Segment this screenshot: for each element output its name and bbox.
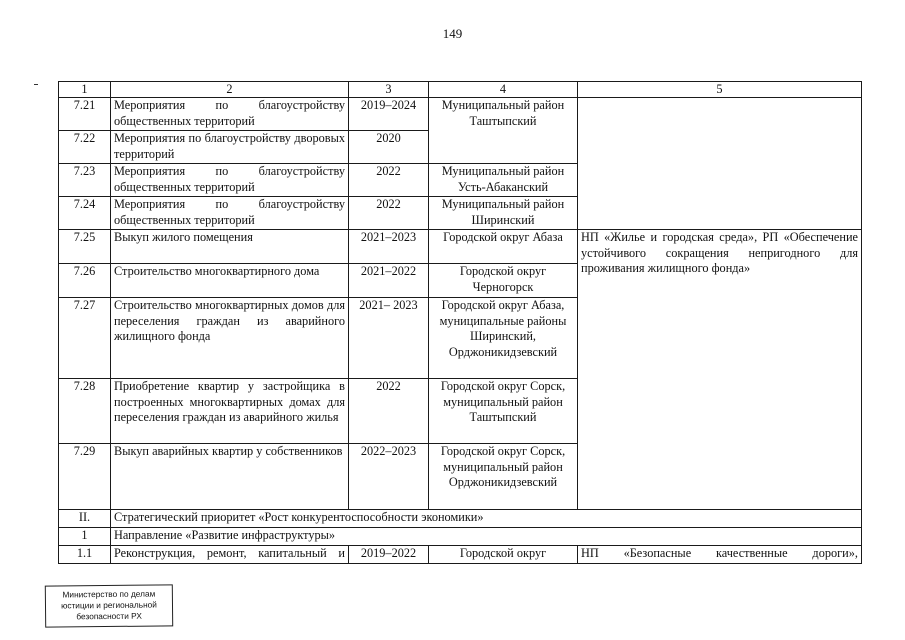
measures-table (58, 81, 862, 564)
measure-period: 2022 (349, 379, 429, 444)
header-cell: 3 (349, 82, 429, 98)
row-number: 7.28 (59, 379, 111, 444)
measure-municipality: Муниципальный район Усть-Абаканский (429, 164, 578, 197)
margin-tick (34, 84, 38, 85)
row-number: 1.1 (59, 546, 111, 564)
measure-period: 2022 (349, 164, 429, 197)
row-number: 7.24 (59, 197, 111, 230)
stamp-line: безопасности РХ (76, 610, 142, 622)
row-number: 7.23 (59, 164, 111, 197)
table-row (59, 98, 862, 131)
row-number: 7.29 (59, 444, 111, 510)
direction-number: 1 (59, 528, 111, 546)
measure-municipality: Городской округ Абаза, муниципальные районы Ширинский, Орджоникидзевский (429, 298, 578, 379)
measure-name: Приобретение квартир у застройщика в построенных многоквартирных домах для переселения граждан из аварийного жилья (111, 379, 349, 444)
measure-name: Строительство многоквартирных домов для переселения граждан из аварийного жилищного фонда (111, 298, 349, 379)
measure-name: Мероприятия по благоустройству дворовых территорий (111, 131, 349, 164)
row-number: 7.25 (59, 230, 111, 264)
measure-period: 2022 (349, 197, 429, 230)
measure-period: 2021–2022 (349, 264, 429, 298)
page-number: 149 (442, 26, 463, 41)
table-row (59, 546, 862, 564)
measure-municipality: Муниципальный район Таштыпский (429, 98, 578, 164)
header-cell: 4 (429, 82, 578, 98)
measure-period: 2019–2022 (349, 546, 429, 564)
project-note-blank (578, 98, 862, 230)
measure-municipality: Городской округ Абаза (429, 230, 578, 264)
priority-number: II. (59, 510, 111, 528)
row-number: 7.21 (59, 98, 111, 131)
stamp-line: юстиции и региональной (61, 599, 157, 611)
measure-name: Реконструкция, ремонт, капитальный и (111, 546, 349, 564)
ministry-stamp (45, 584, 173, 627)
stamp-line: Министерство по делам (62, 588, 156, 600)
priority-title: Стратегический приоритет «Рост конкурентоспособности экономики» (111, 510, 862, 528)
row-number: 7.26 (59, 264, 111, 298)
measure-name: Мероприятия по благоустройству общественных территорий (111, 164, 349, 197)
measure-name: Строительство многоквартирного дома (111, 264, 349, 298)
measure-municipality: Городской округ Сорск, муниципальный район Таштыпский (429, 379, 578, 444)
row-number: 7.22 (59, 131, 111, 164)
row-number: 7.27 (59, 298, 111, 379)
measure-name: Мероприятия по благоустройству общественных территорий (111, 197, 349, 230)
measure-period: 2021–2023 (349, 230, 429, 264)
direction-row (59, 528, 862, 546)
measure-period: 2019–2024 (349, 98, 429, 131)
header-cell: 1 (59, 82, 111, 98)
table-row (59, 230, 862, 264)
measure-period: 2022–2023 (349, 444, 429, 510)
measure-municipality: Городской округ Сорск, муниципальный район Орджоникидзевский (429, 444, 578, 510)
header-cell: 5 (578, 82, 862, 98)
measure-municipality: Городской округ (429, 546, 578, 564)
direction-title: Направление «Развитие инфраструктуры» (111, 528, 862, 546)
measure-name: Выкуп аварийных квартир у собственников (111, 444, 349, 510)
measure-period: 2020 (349, 131, 429, 164)
measure-municipality: Муниципальный район Ширинский (429, 197, 578, 230)
project-note: НП «Жилье и городская среда», РП «Обеспечение устойчивого сокращения непригодного для проживания жилищного фонда» (578, 230, 862, 510)
header-cell: 2 (111, 82, 349, 98)
priority-row (59, 510, 862, 528)
measure-municipality: Городской округ Черногорск (429, 264, 578, 298)
measure-period: 2021– 2023 (349, 298, 429, 379)
measure-name: Выкуп жилого помещения (111, 230, 349, 264)
project-note-continued: НП «Безопасные качественные дороги», (578, 546, 862, 564)
measure-name: Мероприятия по благоустройству общественных территорий (111, 98, 349, 131)
table-header-row (59, 82, 862, 98)
